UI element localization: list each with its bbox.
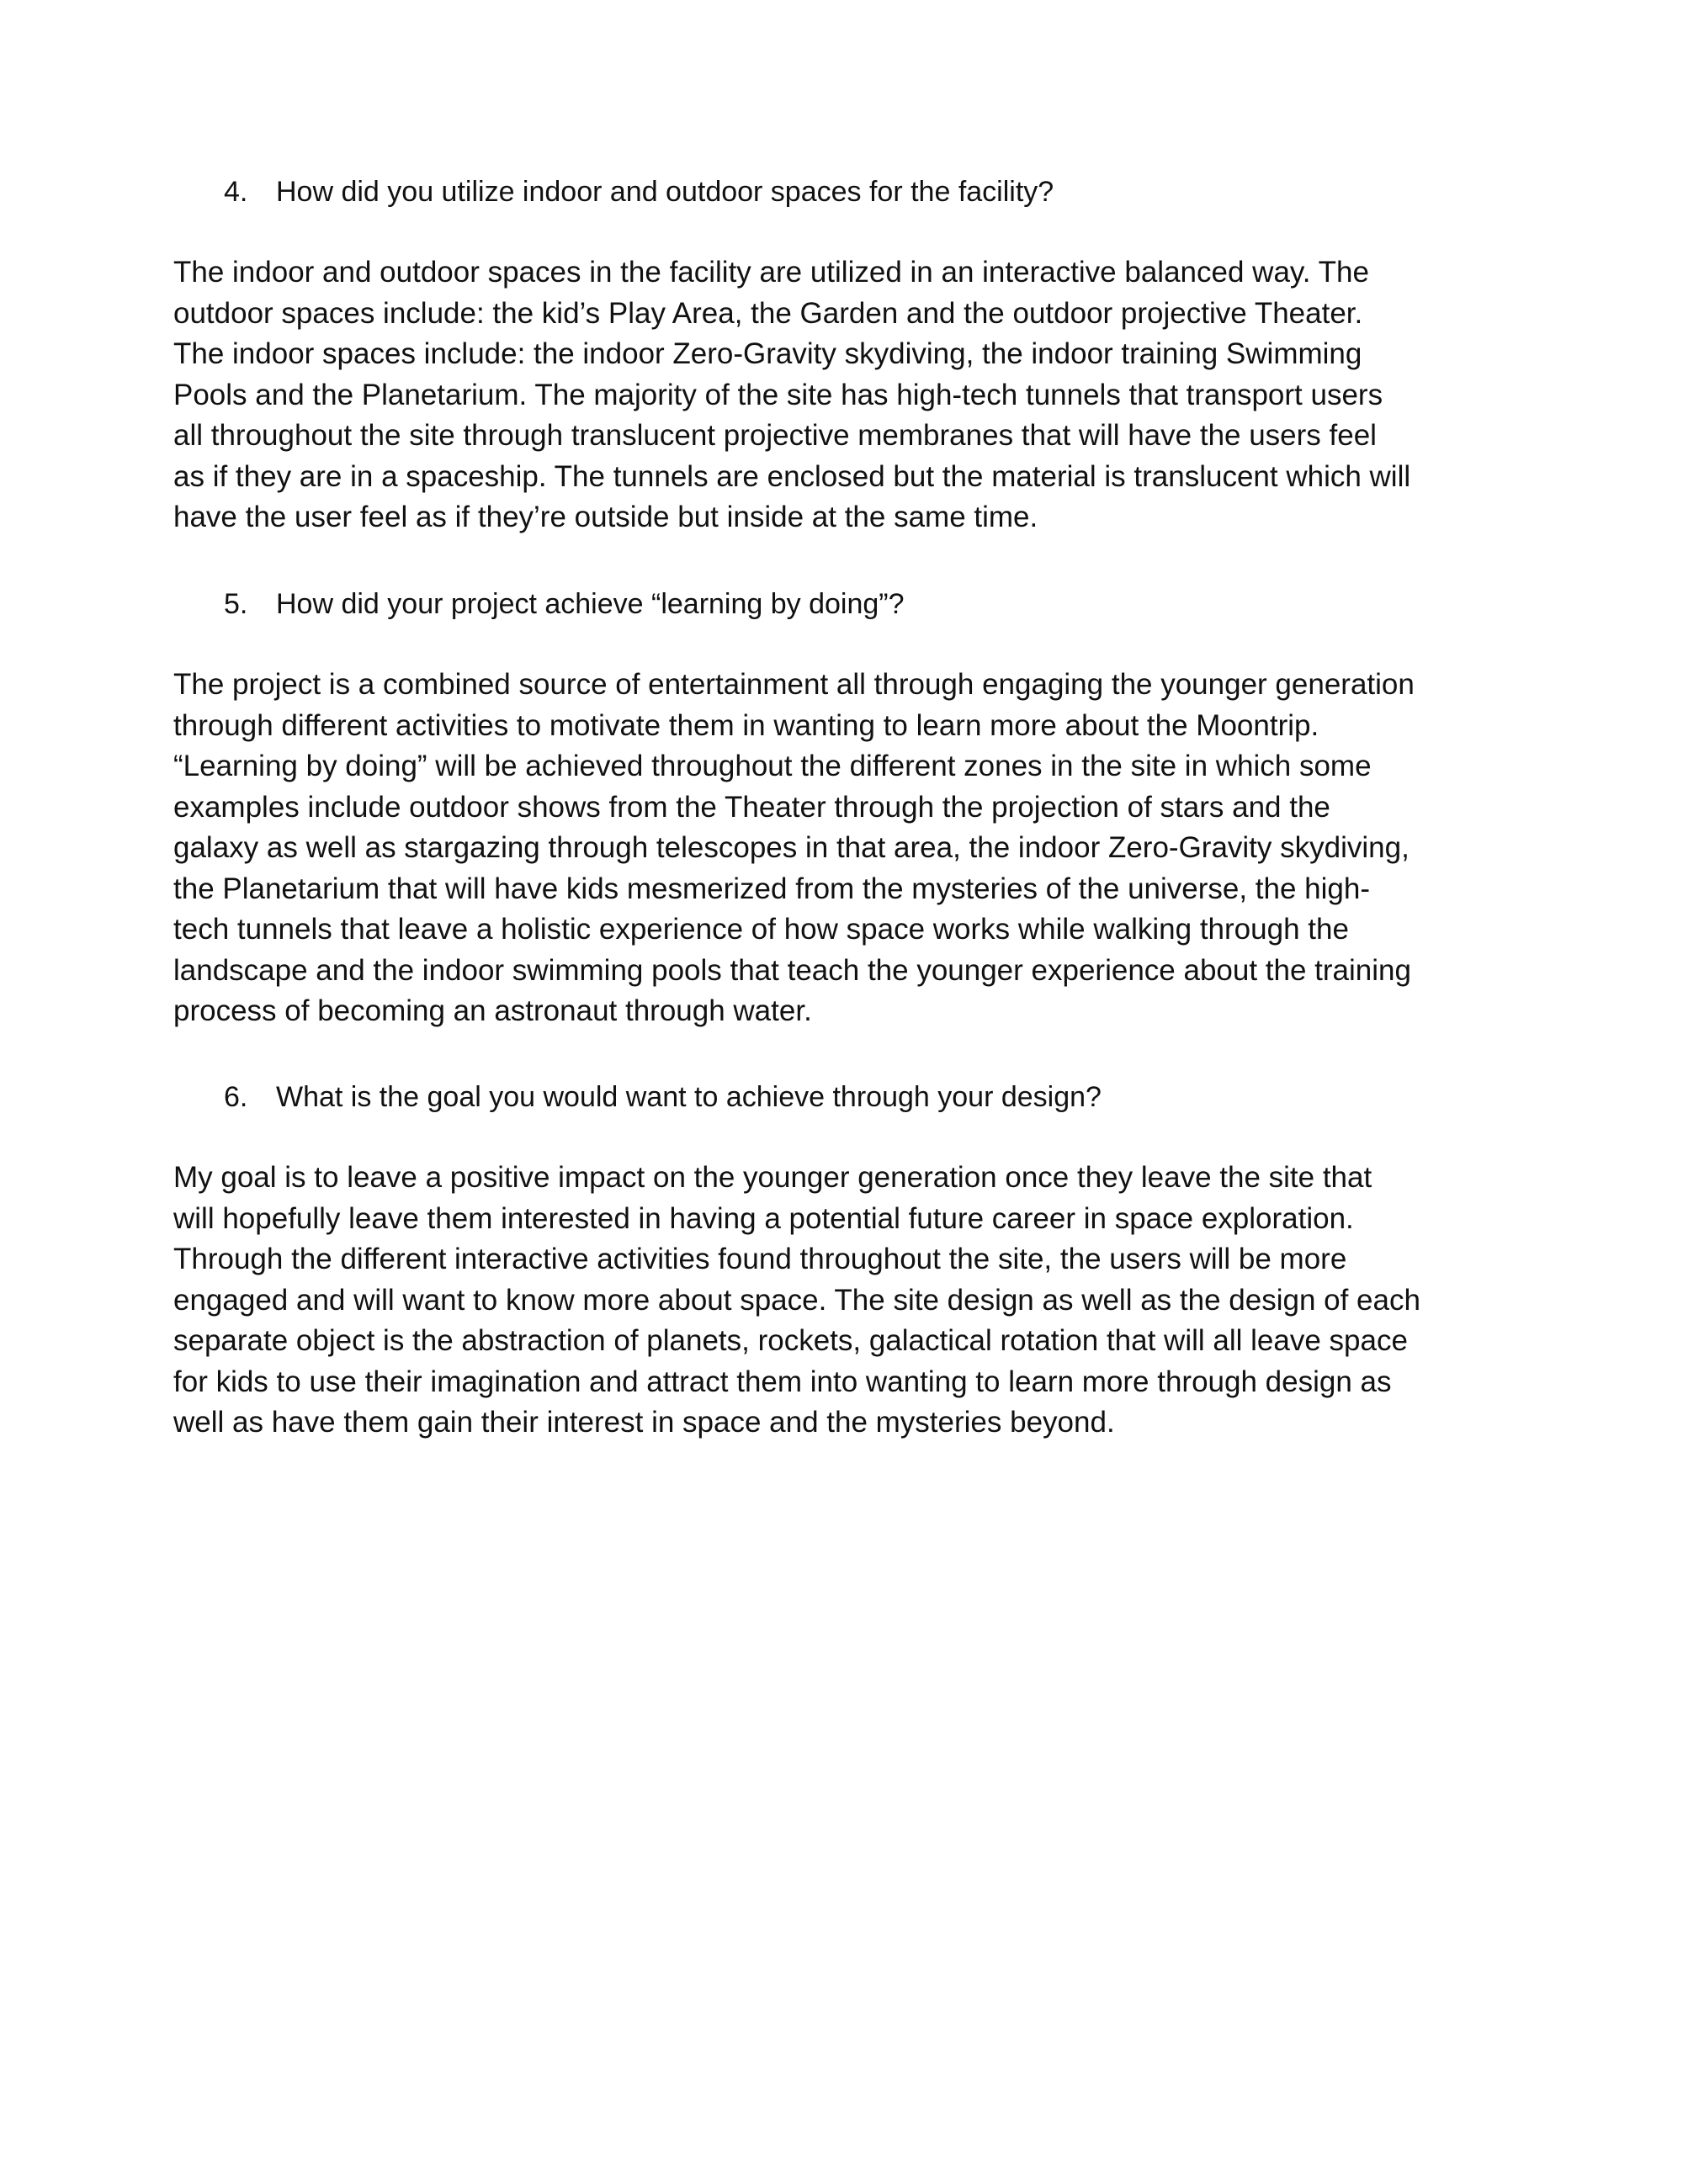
answer-line: as if they are in a spaceship. The tunnels are enclosed but the material is translucent which will [173,459,1411,493]
answer-line: well as have them gain their interest in space and the mysteries beyond. [173,1406,1115,1439]
answer-line: The project is a combined source of entertainment all through engaging the younger generation [173,668,1415,701]
question-text: How did your project achieve “learning by doing”? [276,588,905,620]
question-text: What is the goal you would want to achieve through your design? [276,1081,1102,1113]
question-heading [173,1077,1520,1117]
question-heading [173,584,1520,624]
answer-line: process of becoming an astronaut through water. [173,994,812,1027]
answer-line: separate object is the abstraction of planets, rockets, galactical rotation that will all leave space [173,1324,1408,1357]
section-5 [173,584,1520,1032]
answer-line: will hopefully leave them interested in having a potential future career in space exploration. [173,1201,1354,1235]
question-heading [173,172,1520,212]
answer-line: outdoor spaces include: the kid’s Play Area, the Garden and the outdoor projective Theater. [173,296,1363,330]
answer-line: My goal is to leave a positive impact on the younger generation once they leave the site that [173,1161,1372,1194]
question-number: 6. [224,1081,248,1113]
answer-line: have the user feel as if they’re outside but inside at the same time. [173,501,1038,533]
answer-paragraph [173,665,1520,1032]
answer-line: for kids to use their imagination and attract them into wanting to learn more through design as [173,1365,1392,1398]
section-6 [173,1077,1520,1444]
answer-paragraph [173,252,1520,538]
question-number: 5. [224,588,248,620]
answer-line: The indoor and outdoor spaces in the facility are utilized in an interactive balanced way. The [173,256,1369,289]
section-4 [173,172,1520,538]
answer-line: engaged and will want to know more about space. The site design as well as the design of each [173,1283,1420,1317]
answer-line: all throughout the site through translucent projective membranes that will have the users feel [173,419,1377,452]
answer-line: “Learning by doing” will be achieved throughout the different zones in the site in which some [173,750,1372,782]
answer-line: the Planetarium that will have kids mesmerized from the mysteries of the universe, the high- [173,872,1371,905]
answer-line: Pools and the Planetarium. The majority of the site has high-tech tunnels that transport users [173,378,1383,411]
answer-line: galaxy as well as stargazing through telescopes in that area, the indoor Zero-Gravity skydiving, [173,831,1410,864]
question-text: How did you utilize indoor and outdoor spaces for the facility? [276,176,1054,208]
answer-line: Through the different interactive activities found throughout the site, the users will be more [173,1243,1347,1275]
answer-line: through different activities to motivate them in wanting to learn more about the Moontrip. [173,708,1319,742]
answer-line: landscape and the indoor swimming pools that teach the younger experience about the training [173,953,1411,987]
question-number: 4. [224,176,248,208]
answer-line: examples include outdoor shows from the Theater through the projection of stars and the [173,790,1330,824]
answer-line: tech tunnels that leave a holistic experience of how space works while walking through the [173,913,1349,946]
answer-line: The indoor spaces include: the indoor Zero-Gravity skydiving, the indoor training Swimming [173,337,1362,370]
answer-paragraph [173,1158,1520,1444]
